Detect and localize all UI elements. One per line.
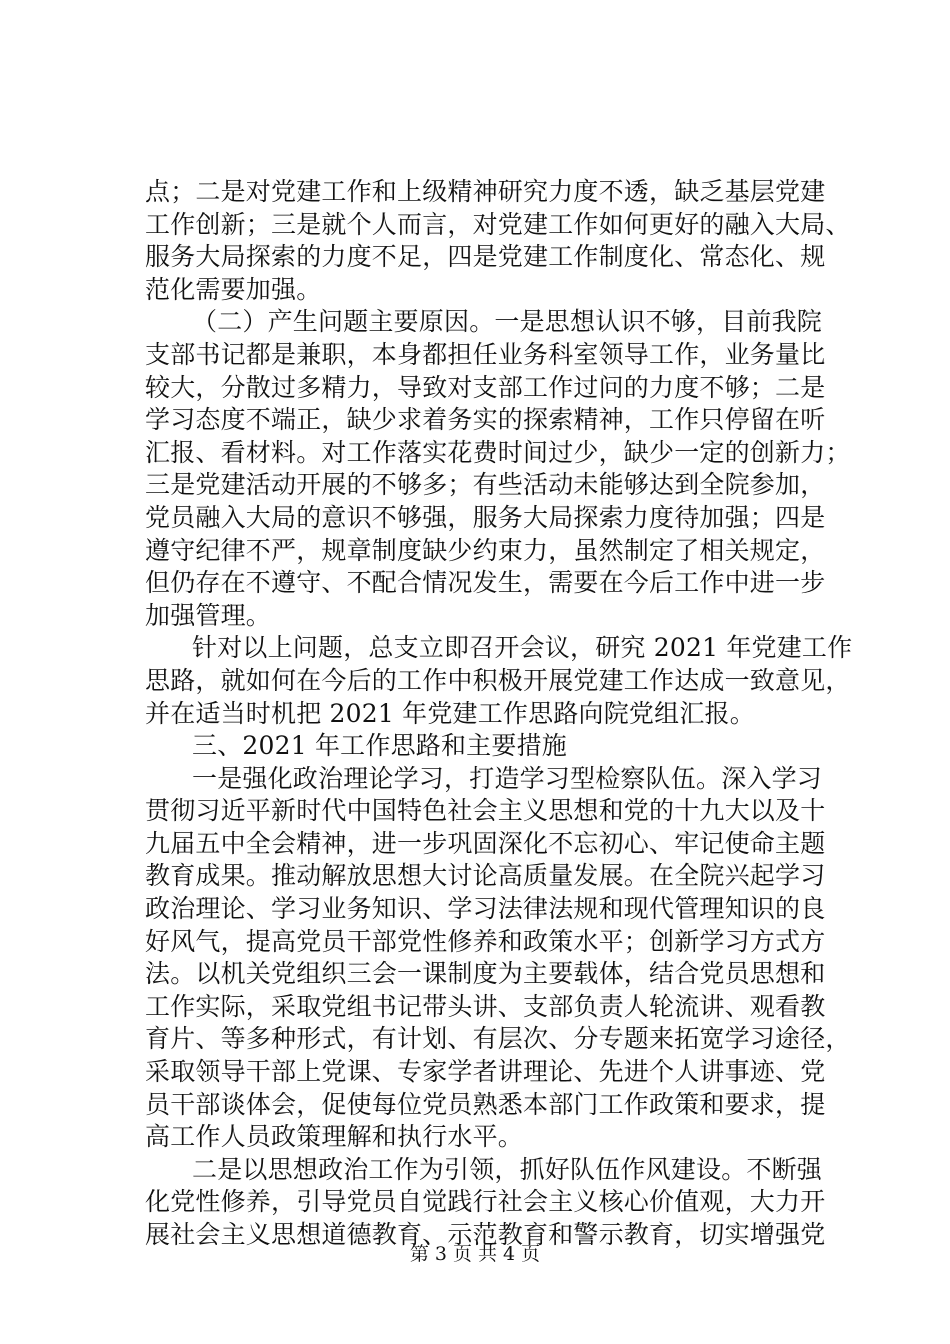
- text-line: 采取领导干部上党课、专家学者讲理论、先进个人讲事迹、党: [145, 1057, 826, 1087]
- text-line: 育片、等多种形式，有计划、有层次、分专题来拓宽学习途径，: [145, 1024, 851, 1054]
- text-line: 遵守纪律不严，规章制度缺少约束力，虽然制定了相关规定，: [145, 535, 826, 565]
- text-line: 三、2021 年工作思路和主要措施: [192, 731, 567, 761]
- text-line: 服务大局探索的力度不足，四是党建工作制度化、常态化、规: [145, 242, 826, 272]
- text-line: 教育成果。推动解放思想大讨论高质量发展。在全院兴起学习: [145, 861, 826, 891]
- text-line: （二）产生问题主要原因。一是思想认识不够，目前我院: [192, 307, 823, 337]
- text-line: 党员融入大局的意识不够强，服务大局探索力度待加强；四是: [145, 502, 826, 532]
- text-line: 三是党建活动开展的不够多；有些活动未能够达到全院参加，: [145, 470, 826, 500]
- text-line: 学习态度不端正，缺少求着务实的探索精神，工作只停留在听: [145, 405, 826, 435]
- text-line: 化党性修养，引导党员自觉践行社会主义核心价值观，大力开: [145, 1187, 826, 1217]
- page-footer: 第 3 页 共 4 页: [409, 1243, 541, 1265]
- text-line: 范化需要加强。: [145, 274, 322, 304]
- text-line: 工作实际，采取党组书记带头讲、支部负责人轮流讲、观看教: [145, 991, 826, 1021]
- text-line: 好风气，提高党员干部党性修养和政策水平；创新学习方式方: [145, 926, 826, 956]
- text-line: 但仍存在不遵守、不配合情况发生，需要在今后工作中进一步: [145, 568, 826, 598]
- text-line: 政治理论、学习业务知识、学习法律法规和现代管理知识的良: [145, 894, 826, 924]
- text-line: 思路，就如何在今后的工作中积极开展党建工作达成一致意见，: [145, 665, 851, 695]
- text-line: 员干部谈体会，促使每位党员熟悉本部门工作政策和要求，提: [145, 1089, 826, 1119]
- text-line: 贯彻习近平新时代中国特色社会主义思想和党的十九大以及十: [145, 796, 826, 826]
- text-line: 二是以思想政治工作为引领，抓好队伍作风建设。不断强: [192, 1154, 823, 1184]
- text-line: 法。以机关党组织三会一课制度为主要载体，结合党员思想和: [145, 959, 826, 989]
- text-line: 九届五中全会精神，进一步巩固深化不忘初心、牢记使命主题: [145, 828, 826, 858]
- text-line: 点；二是对党建工作和上级精神研究力度不透，缺乏基层党建: [145, 177, 826, 206]
- text-line: 较大，分散过多精力，导致对支部工作过问的力度不够；二是: [145, 372, 826, 402]
- text-line: 加强管理。: [145, 600, 272, 630]
- text-line: 并在适当时机把 2021 年党建工作思路向院党组汇报。: [145, 698, 755, 728]
- text-line: 展社会主义思想道德教育、示范教育和警示教育，切实增强党: [145, 1220, 826, 1249]
- text-line: 一是强化政治理论学习，打造学习型检察队伍。深入学习: [192, 763, 823, 793]
- text-line: 支部书记都是兼职，本身都担任业务科室领导工作，业务量比: [145, 339, 826, 369]
- document-body: [145, 176, 865, 1252]
- text-line: 汇报、看材料。对工作落实花费时间过少，缺少一定的创新力；: [145, 437, 851, 467]
- text-line: 工作创新；三是就个人而言，对党建工作如何更好的融入大局、: [145, 209, 851, 239]
- text-line: 高工作人员政策理解和执行水平。: [145, 1122, 524, 1152]
- text-line: 针对以上问题，总支立即召开会议，研究 2021 年党建工作: [192, 633, 853, 663]
